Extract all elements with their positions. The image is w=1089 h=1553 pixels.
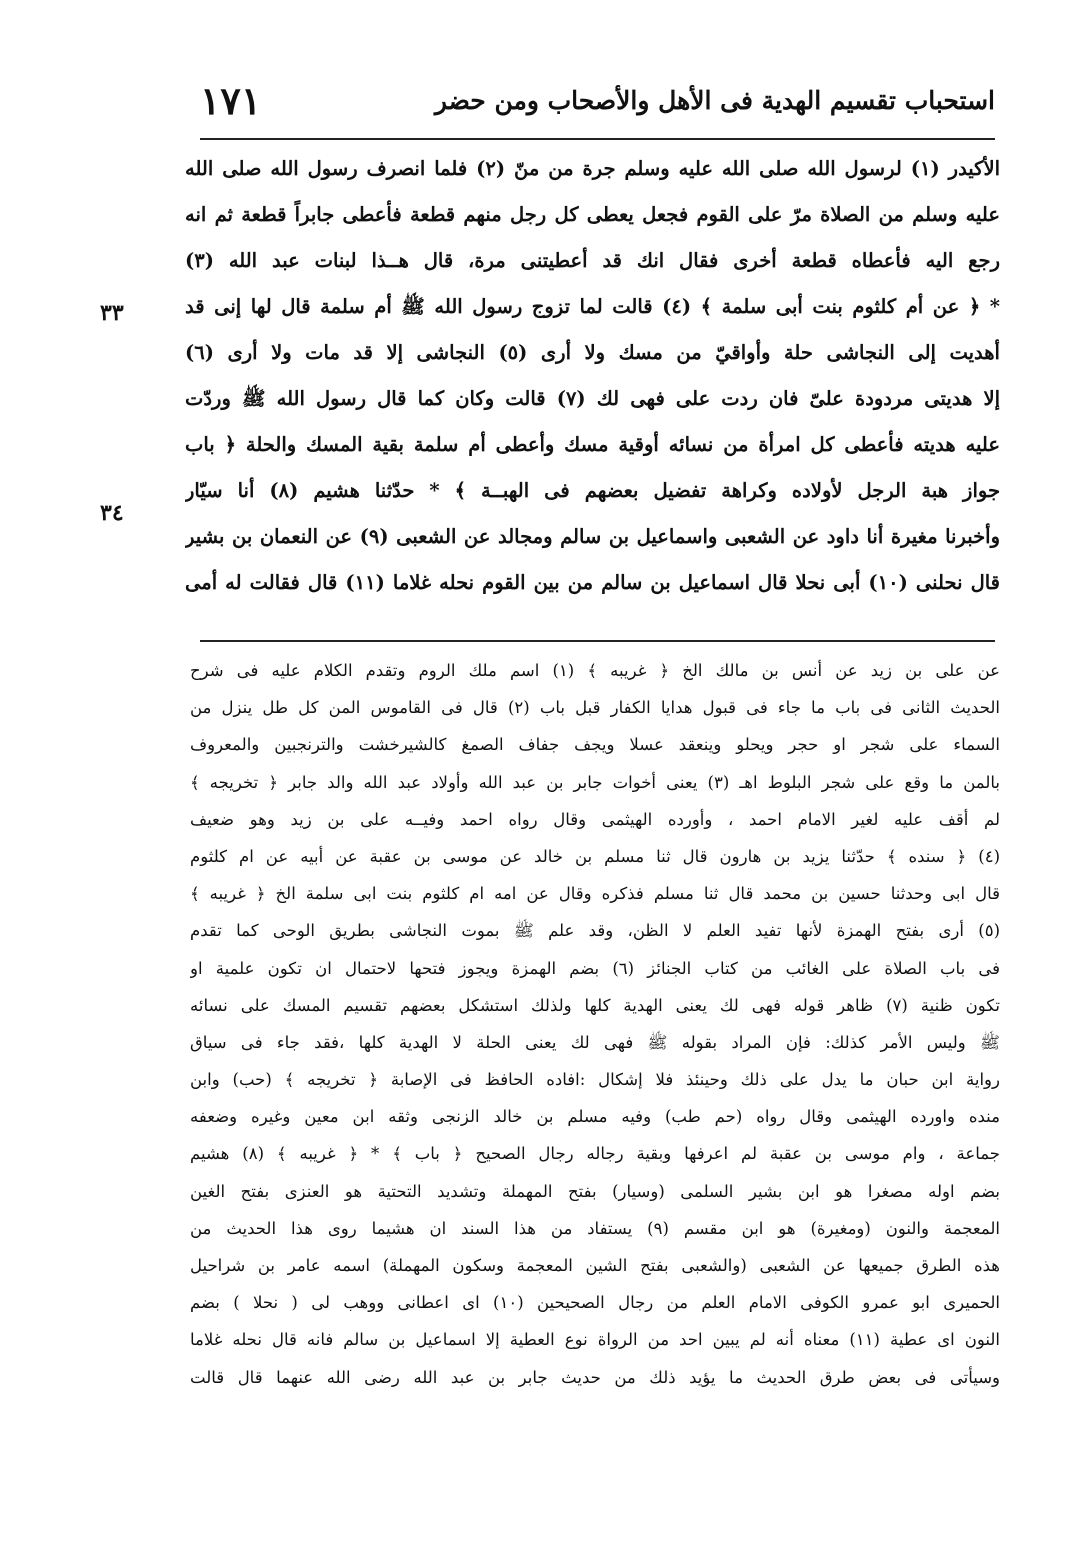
footnote-line: بضم اوله مصغرا هو ابن بشير السلمى (وسيار) بفتح المهملة وتشديد التحتية هو العنزى بفتح الغين bbox=[190, 1181, 1000, 1201]
footnote-divider bbox=[200, 640, 995, 642]
footnote-line: هذه الطرق جميعها عن الشعبى (والشعبى بفتح الشين المعجمة وسكون المهملة) اسمه عامر بن شراحيل bbox=[190, 1256, 1000, 1275]
text-line: جواز هبة الرجل لأولاده وكراهة تفضيل بعضهم فى الهبــة ﴾ * حدّثنا هشيم (٨) أنا سيّار bbox=[185, 479, 1000, 502]
footnote-line: وسيأتى فى بعض طرق الحديث ما يؤيد ذلك من حديث جابر بن عبد الله رضى الله عنهما قال قالت bbox=[190, 1367, 1000, 1387]
footnote-line: (٤) ﴿ سنده ﴾ حدّثنا يزيد بن هارون قال ثنا مسلم بن خالد عن موسى بن عقبة عن أبيه عن ام كلثوم bbox=[190, 846, 1000, 866]
footnote-line: لم أقف عليه لغير الامام احمد ، وأورده الهيثمى وقال رواه احمد وفيــه على بن زيد وهو ضعيف bbox=[190, 809, 1000, 829]
text-line: إلا هديتى مردودة علىّ فان ردت على فهى لك (٧) قالت وكان كما قال رسول الله ﷺ وردّت bbox=[185, 387, 1000, 410]
footnote-line: قال ابى وحدثنا حسين بن محمد قال ثنا مسلم فذكره وقال عن امه ام كلثوم بنت ابى سلمة الخ ﴿ غريبه ﴾ bbox=[190, 884, 1000, 904]
text-line: وأخبرنا مغيرة أنا داود عن الشعبى واسماعيل بن سالم ومجالد عن الشعبى (٩) عن النعمان بن بشير bbox=[185, 525, 1000, 548]
header-divider bbox=[200, 138, 995, 140]
main-text bbox=[185, 146, 1000, 606]
text-line: * ﴿ عن أم كلثوم بنت أبى سلمة ﴾ (٤) قالت لما تزوج رسول الله ﷺ أم سلمة قال لها إنى قد bbox=[185, 295, 1000, 318]
page-number: ١٧١ bbox=[200, 78, 262, 123]
footnote-line: ﷺ وليس الأمر كذلك: فإن المراد بقوله ﷺ فهى لك يعنى الحلة لا الهدية كلها ،فقد جاء فى سياق bbox=[190, 1032, 1000, 1052]
footnote-line: جماعة ، وام موسى بن عقبة لم اعرفها وبقية رجاله رجال الصحيح ﴿ باب ﴾ * ﴿ غريبه ﴾ (٨) هشيم bbox=[190, 1144, 1000, 1164]
footnote-line: عن على بن زيد عن أنس بن مالك الخ ﴿ غريبه ﴾ (١) اسم ملك الروم وتقدم الكلام عليه فى شرح bbox=[190, 661, 1000, 680]
text-line: عليه هديته فأعطى كل امرأة من نسائه أوقية مسك وأعطى أم سلمة بقية المسك والحلة ﴿ باب bbox=[185, 433, 1000, 456]
footnote-line: الحميرى ابو عمرو الكوفى الامام العلم من رجال الصحيحين (١٠) اى اعطانى ووهب لى ( نحلا ) بضم bbox=[190, 1293, 1000, 1313]
footnote-line: الحديث الثانى فى باب ما جاء فى قبول هدايا الكفار قبل باب (٢) قال فى القاموس المن كل طل ينزل من bbox=[190, 698, 1000, 718]
footnote-line: النون اى عطية (١١) معناه أنه لم يبين احد من الرواة نوع العطية إلا اسماعيل بن سالم فانه قال نحله غلاما bbox=[190, 1330, 1000, 1350]
footnote-line: بالمن ما وقع على شجر البلوط اهـ (٣) يعنى أخوات جابر بن عبد الله وأولاد عبد الله والد جابر ﴿ تخريجه ﴾ bbox=[190, 772, 1000, 792]
running-title: استحباب تقسيم الهدية فى الأهل والأصحاب ومن حضر bbox=[434, 86, 995, 115]
text-line: عليه وسلم من الصلاة مرّ على القوم فجعل يعطى كل رجل منهم قطعة فأعطى جابراً قطعة ثم انه bbox=[185, 203, 1000, 226]
footnote-line: تكون ظنية (٧) ظاهر قوله فهى لك يعنى الهدية كلها ولذلك استشكل بعضهم تقسيم المسك على نسائه bbox=[190, 995, 1000, 1015]
footnote-line: المعجمة والنون (ومغيرة) هو ابن مقسم (٩) يستفاد من هذا السند ان هشيما روى هذا الحديث من bbox=[190, 1218, 1000, 1238]
footnote-line: فى باب الصلاة على الغائب من كتاب الجنائز (٦) بضم الهمزة ويجوز فتحها لاحتمال ان تكون علمية او bbox=[190, 958, 1000, 978]
footnote-line: منده واورده الهيثمى وقال رواه (حم طب) وفيه مسلم بن خالد الزنجى وثقه ابن معين وغيره وضعفه bbox=[190, 1107, 1000, 1127]
footnote-line: السماء على شجر او حجر ويحلو وينعقد عسلا ويجف جفاف الصمغ كالشيرخشت والترنجبين والمعروف bbox=[190, 735, 1000, 755]
hadith-number: ٣٤ bbox=[100, 500, 124, 526]
footnote-line: (٥) أرى بفتح الهمزة لأنها تفيد العلم لا الظن، وقد علم ﷺ بموت النجاشى بطريق الوحى كما تقدم bbox=[190, 921, 1000, 941]
page-header bbox=[190, 78, 995, 134]
text-line: قال نحلنى (١٠) أبى نحلا قال اسماعيل بن سالم من بين القوم نحله غلاما (١١) قال فقالت له أمى bbox=[185, 571, 1000, 594]
text-line: الأكيدر (١) لرسول الله صلى الله عليه وسلم جرة من منّ (٢) فلما انصرف رسول الله صلى الله bbox=[185, 157, 1000, 180]
footnote-line: رواية ابن حبان ما يدل على ذلك وحينئذ فلا إشكال :افاده الحافظ فى الإصابة ﴿ تخريجه ﴾ (حب) وابن bbox=[190, 1070, 1000, 1090]
hadith-number: ٣٣ bbox=[100, 300, 124, 326]
text-line: أهديت إلى النجاشى حلة وأواقيّ من مسك ولا أرى (٥) النجاشى إلا قد مات ولا أرى (٦) bbox=[185, 341, 1000, 364]
footnotes bbox=[190, 652, 1000, 1396]
text-line: رجع اليه فأعطاه قطعة أخرى فقال انك قد أعطيتنى مرة، قال هــذا لبنات عبد الله (٣) bbox=[185, 249, 1000, 272]
